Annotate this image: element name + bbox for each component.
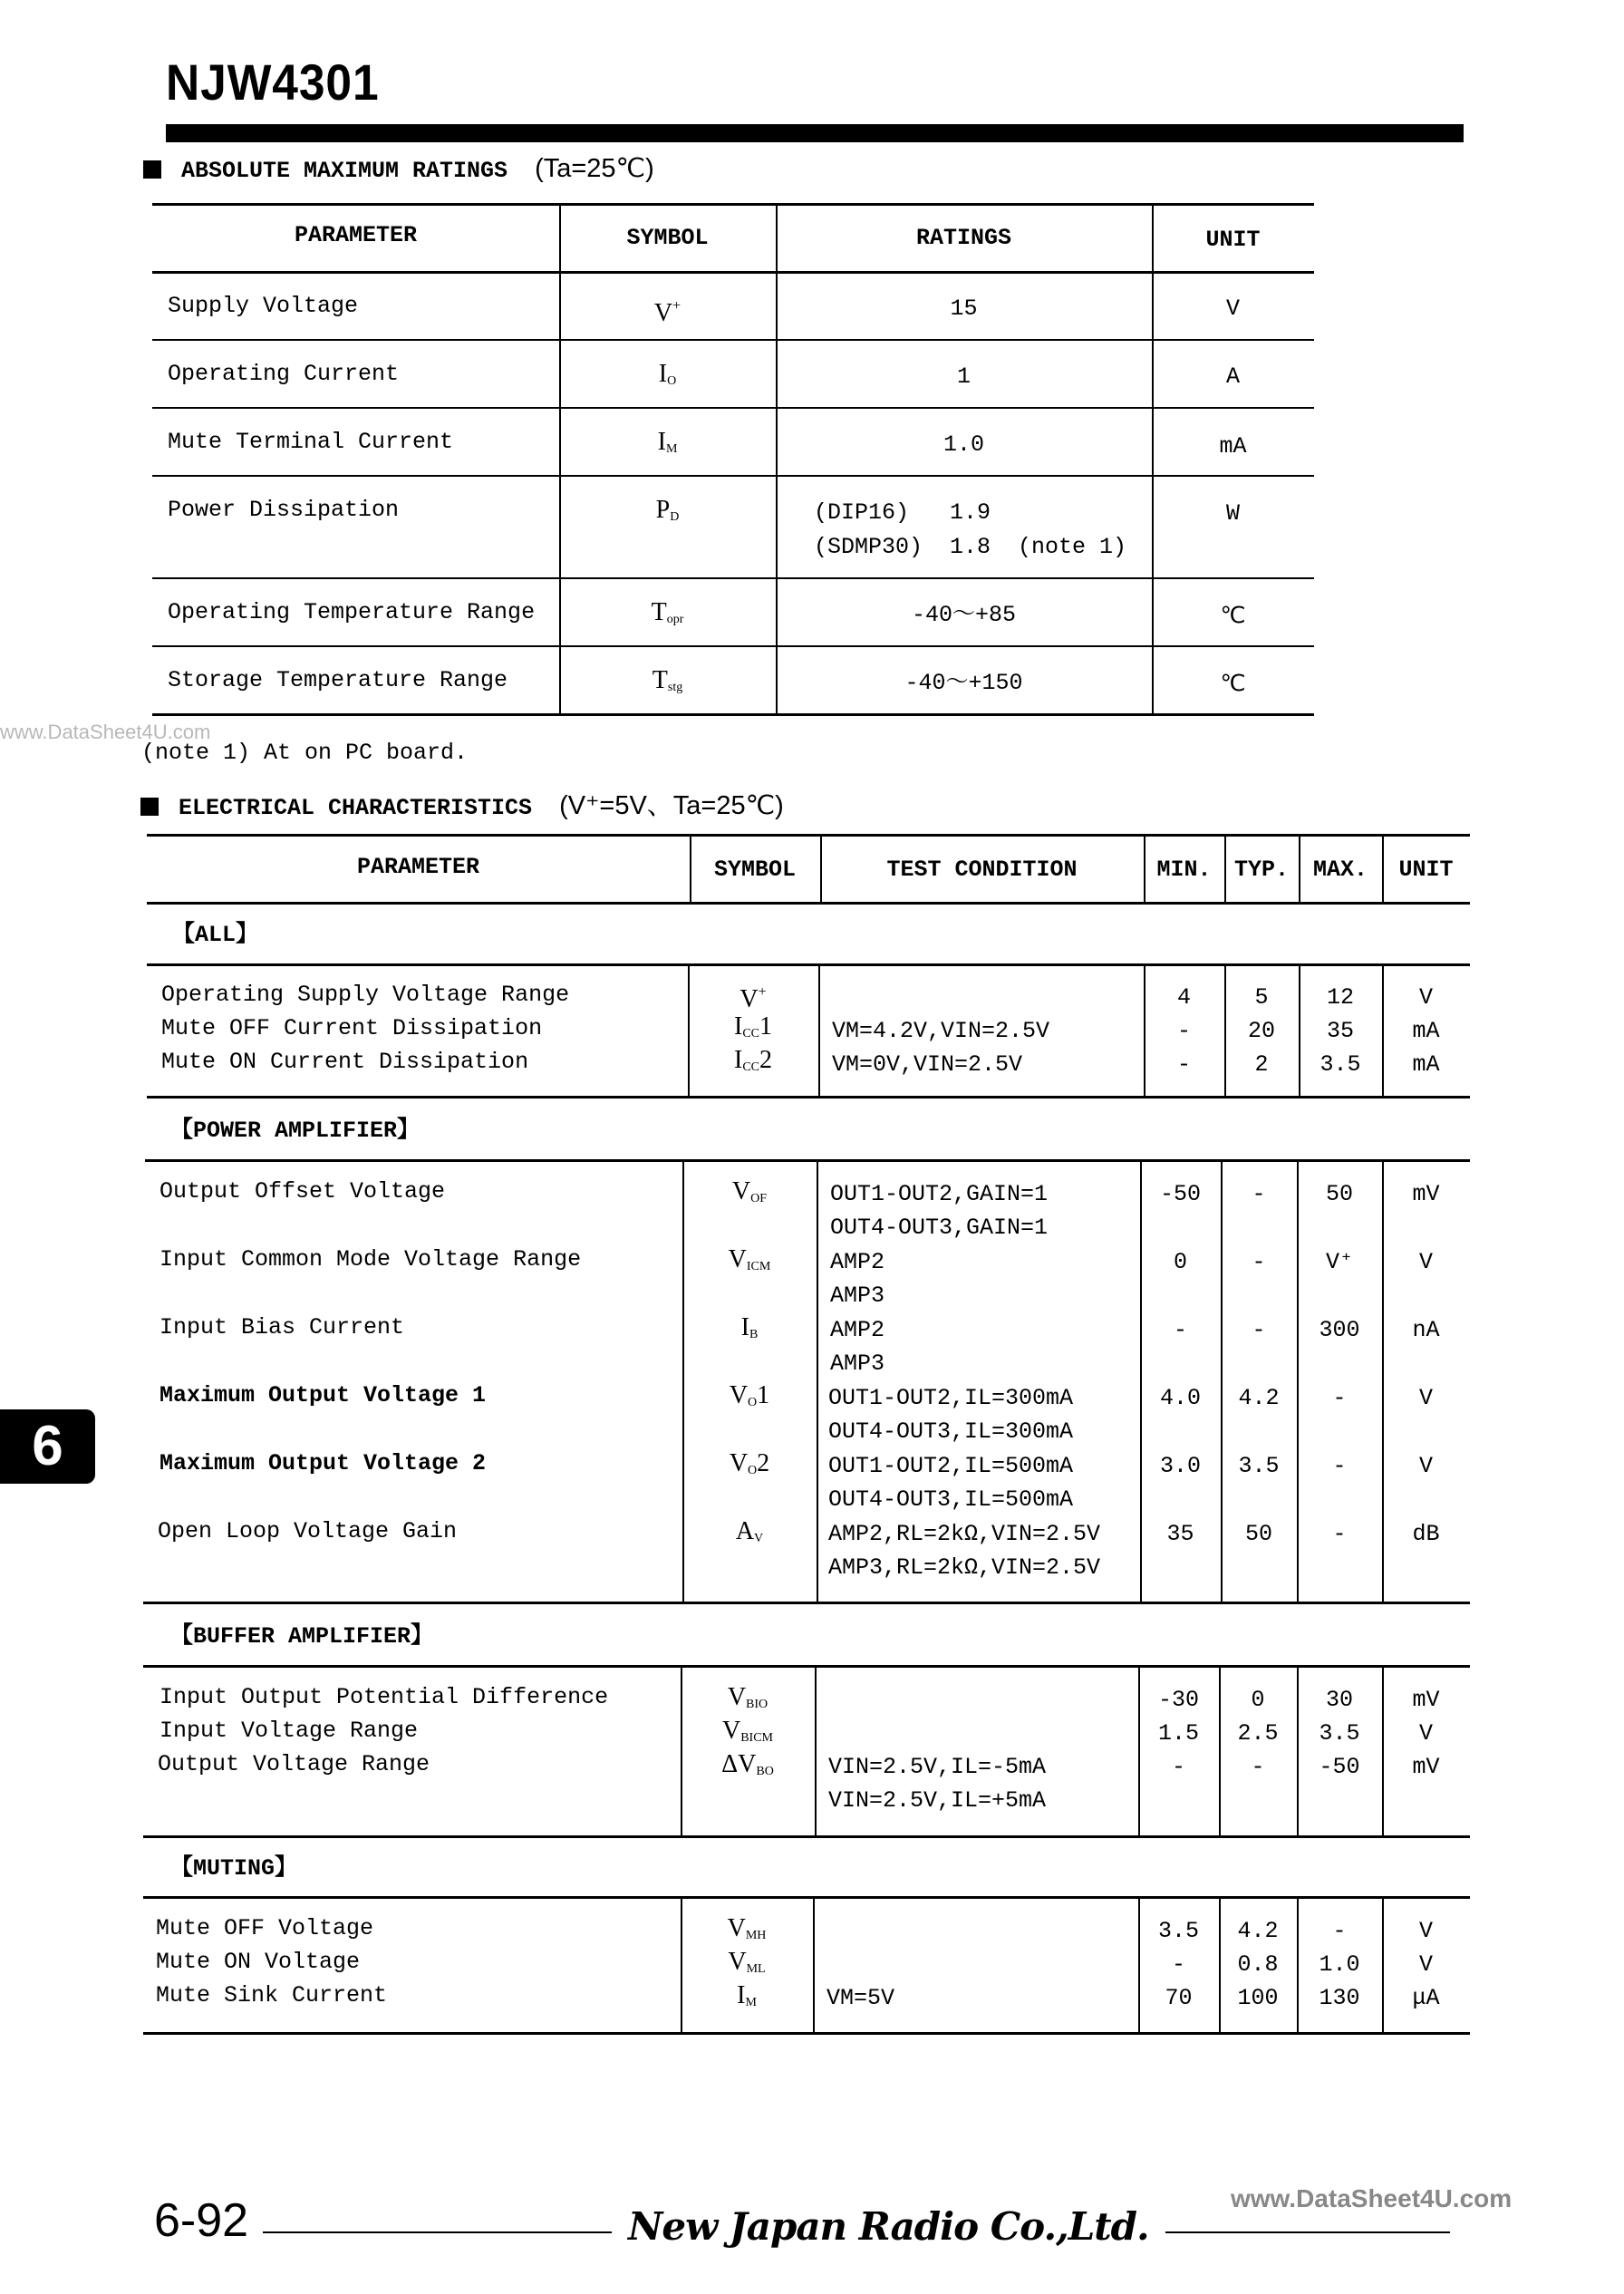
page-number: 6-92 [154,2194,249,2247]
abs-max-heading [143,152,654,184]
typ-mute-on-voltage: 0.8 [1237,1951,1279,1978]
param-open-loop-gain: Open Loop Voltage Gain [158,1518,458,1544]
unit-mute-terminal-current: mA [1219,433,1247,460]
symbol-operating-current: $I_O$ [658,360,677,388]
typ-output-offset-voltage: - [1252,1181,1266,1207]
symbol-mute-on-voltage: $V_{ML}$ [728,1948,766,1976]
test-max-output-voltage-2-a: OUT1-OUT2,IL=500mA [828,1453,1074,1479]
max-output-offset-voltage: 50 [1325,1181,1353,1207]
min-input-bias-current: - [1173,1317,1187,1343]
group-label-buffer-amplifier: 【BUFFER AMPLIFIER】 [170,1623,434,1650]
typ-mute-off-voltage: 4.2 [1237,1918,1279,1944]
symbol-input-voltage-range: $V_{BICM}$ [721,1717,774,1745]
chapter-tab: 6 [0,1409,95,1484]
typ-max-output-voltage-2: 3.5 [1238,1453,1280,1479]
symbol-mute-terminal-current: $I_M$ [657,428,678,456]
param-output-voltage-range: Output Voltage Range [158,1751,430,1777]
max-max-output-voltage-1: - [1332,1385,1347,1411]
unit-output-offset-voltage: mV [1412,1181,1440,1207]
unit-open-loop-gain: dB [1412,1521,1440,1547]
table-rule [152,407,1314,409]
watermark-footer: www.DataSheet4U.com [1231,2184,1513,2212]
symbol-output-voltage-range: $\Delta V_{BO}$ [721,1750,774,1778]
min-mute-sink-current: 70 [1165,1985,1193,2011]
group-label-all: 【ALL】 [172,922,259,948]
symbol-mute-off-current: $I_{CC}1$ [733,1012,772,1041]
min-input-common-mode-range: 0 [1173,1249,1187,1275]
test-input-bias-current-2: AMP3 [830,1350,885,1377]
test-max-output-voltage-2-b: OUT4-OUT3,IL=500mA [828,1486,1074,1513]
min-mute-off-current: - [1176,1018,1191,1044]
unit-mute-on-voltage: V [1418,1951,1433,1978]
col-header-symbol: SYMBOL [713,857,796,883]
min-open-loop-gain: 35 [1166,1521,1194,1547]
rating-power-dissipation-dip16: (DIP16) 1.9 [814,499,991,526]
typ-operating-supply-voltage: 5 [1254,984,1269,1011]
rating-power-dissipation-sdmp30: (SDMP30) 1.8 (note 1) [814,534,1127,560]
unit-power-dissipation: W [1225,500,1240,527]
table-rule [147,1096,1470,1099]
col-header-parameter: PARAMETER [356,854,480,880]
max-input-common-mode-range: V⁺ [1325,1249,1354,1275]
table-rule [152,475,1314,477]
table-rule [143,1665,1470,1668]
test-mute-off-current: VM=4.2V,VIN=2.5V [832,1018,1050,1044]
abs-max-heading-text: ABSOLUTE MAXIMUM RATINGS [181,158,508,184]
unit-mute-off-current: mA [1412,1018,1440,1044]
max-mute-sink-current: 130 [1319,1985,1360,2011]
test-input-common-mode-range-2: AMP3 [830,1283,885,1309]
table-col-rule [818,963,820,1099]
elec-condition: (V⁺=5V、Ta=25℃) [559,791,784,820]
test-mute-sink-current: VM=5V [826,1985,895,2011]
param-input-voltage-range: Input Voltage Range [160,1718,419,1744]
col-header-min: MIN. [1156,857,1212,883]
abs-max-note: (note 1) At on PC board. [141,740,469,766]
param-input-bias-current: Input Bias Current [160,1314,405,1341]
col-header-max: MAX. [1312,857,1368,883]
typ-mute-off-current: 20 [1247,1018,1275,1044]
document-title: NJW4301 [166,53,380,111]
min-io-potential-difference: -30 [1157,1687,1199,1713]
table-rule [147,963,1470,966]
param-mute-on-voltage: Mute ON Voltage [156,1949,361,1975]
unit-mute-sink-current: μA [1412,1985,1440,2011]
unit-mute-on-current: mA [1412,1051,1440,1078]
param-operating-current: Operating Current [168,361,400,387]
max-mute-off-voltage: - [1332,1918,1347,1944]
watermark-top: www.DataSheet4U.com [0,721,211,743]
param-operating-supply-voltage: Operating Supply Voltage Range [161,982,570,1008]
min-max-output-voltage-2: 3.0 [1159,1453,1201,1479]
test-max-output-voltage-1-a: OUT1-OUT2,IL=300mA [828,1385,1074,1411]
min-mute-on-current: - [1176,1051,1191,1078]
test-output-offset-voltage-1: OUT1-OUT2,GAIN=1 [830,1181,1049,1207]
symbol-output-offset-voltage: $V_{OF}$ [731,1177,768,1205]
title-rule [166,124,1464,142]
unit-storage-temperature: ℃ [1220,672,1246,698]
symbol-max-output-voltage-1: $V_O1$ [729,1381,770,1409]
unit-operating-temperature: ℃ [1220,604,1246,630]
col-header-typ: TYP. [1233,857,1289,883]
rating-operating-temperature: -40～+85 [911,602,1016,628]
max-output-voltage-range: -50 [1319,1754,1360,1780]
table-rule [152,713,1314,716]
typ-output-voltage-range: - [1251,1754,1265,1780]
table-rule [152,645,1314,647]
max-io-potential-difference: 30 [1325,1687,1353,1713]
max-mute-on-voltage: 1.0 [1319,1951,1360,1978]
symbol-storage-temperature: $T_{stg}$ [652,666,683,694]
param-power-dissipation: Power Dissipation [168,497,400,523]
table-col-rule [815,1665,817,1838]
typ-input-bias-current: - [1252,1317,1266,1343]
test-input-common-mode-range-1: AMP2 [830,1249,885,1275]
param-mute-sink-current: Mute Sink Current [156,1982,388,2008]
bullet-square-icon [140,798,159,816]
unit-input-voltage-range: V [1418,1720,1433,1747]
symbol-io-potential-difference: $V_{BIO}$ [727,1683,768,1711]
unit-input-common-mode-range: V [1418,1249,1433,1275]
test-output-offset-voltage-2: OUT4-OUT3,GAIN=1 [830,1215,1049,1241]
table-rule [143,2032,1470,2035]
typ-input-common-mode-range: - [1252,1249,1266,1275]
unit-operating-supply-voltage: V [1418,984,1433,1011]
max-open-loop-gain: - [1332,1521,1347,1547]
symbol-mute-on-current: $I_{CC}2$ [733,1046,772,1074]
unit-max-output-voltage-1: V [1418,1385,1433,1411]
col-header-unit: UNIT [1205,227,1261,253]
symbol-max-output-voltage-2: $V_O2$ [729,1449,770,1477]
company-logo: New Japan Radio Co.,Ltd. [612,2204,1165,2249]
param-storage-temperature: Storage Temperature Range [168,667,508,693]
max-mute-on-current: 3.5 [1320,1051,1361,1078]
elec-heading-text: ELECTRICAL CHARACTERISTICS [179,795,533,821]
param-operating-temperature: Operating Temperature Range [168,599,536,625]
col-header-symbol: SYMBOL [626,225,709,251]
test-max-output-voltage-1-b: OUT4-OUT3,IL=300mA [828,1418,1074,1445]
param-mute-on-current: Mute ON Current Dissipation [161,1049,529,1075]
rating-operating-current: 1 [956,363,971,390]
col-header-unit: UNIT [1398,857,1454,883]
max-mute-off-current: 35 [1326,1018,1354,1044]
table-col-rule [817,1159,818,1604]
typ-open-loop-gain: 50 [1244,1521,1272,1547]
unit-supply-voltage: V [1225,295,1240,322]
col-header-test-condition: TEST CONDITION [886,857,1078,883]
min-output-voltage-range: - [1171,1754,1185,1780]
symbol-input-bias-current: $I_B$ [740,1313,759,1341]
abs-max-condition: (Ta=25℃) [535,154,654,183]
table-rule [147,902,1470,905]
col-header-parameter: PARAMETER [294,222,418,248]
test-input-bias-current-1: AMP2 [830,1317,885,1343]
unit-max-output-voltage-2: V [1418,1453,1433,1479]
table-rule [152,577,1314,579]
param-mute-terminal-current: Mute Terminal Current [168,429,454,455]
param-supply-voltage: Supply Voltage [168,293,359,319]
param-output-offset-voltage: Output Offset Voltage [160,1178,446,1205]
table-rule [147,834,1470,837]
table-rule [152,339,1314,341]
test-open-loop-gain-1: AMP2,RL=2kΩ,VIN=2.5V [828,1521,1101,1547]
rating-supply-voltage: 15 [950,295,978,322]
max-input-voltage-range: 3.5 [1319,1720,1360,1747]
table-rule [152,203,1314,206]
max-input-bias-current: 300 [1319,1317,1360,1343]
col-header-ratings: RATINGS [915,225,1012,251]
param-max-output-voltage-1: Maximum Output Voltage 1 [160,1382,487,1408]
symbol-power-dissipation: $P_D$ [655,496,680,524]
typ-input-voltage-range: 2.5 [1237,1720,1279,1747]
unit-operating-current: A [1225,363,1240,390]
unit-io-potential-difference: mV [1412,1687,1440,1713]
typ-io-potential-difference: 0 [1251,1687,1265,1713]
elec-heading [140,785,784,822]
unit-mute-off-voltage: V [1418,1918,1433,1944]
symbol-mute-off-voltage: $V_{MH}$ [727,1914,767,1942]
symbol-operating-supply-voltage: V+ [740,984,767,1013]
typ-mute-sink-current: 100 [1237,1985,1279,2011]
typ-max-output-voltage-1: 4.2 [1238,1385,1280,1411]
symbol-input-common-mode-range: $V_{ICM}$ [728,1245,771,1273]
max-operating-supply-voltage: 12 [1326,984,1354,1011]
table-rule [143,1602,1470,1604]
test-output-voltage-range-2: VIN=2.5V,IL=+5mA [828,1787,1047,1814]
rating-mute-terminal-current: 1.0 [942,431,984,458]
typ-mute-on-current: 2 [1254,1051,1269,1078]
param-max-output-voltage-2: Maximum Output Voltage 2 [160,1450,487,1476]
min-mute-on-voltage: - [1171,1951,1185,1978]
table-rule [143,1835,1470,1838]
symbol-mute-sink-current: $I_M$ [737,1981,757,2009]
min-input-voltage-range: 1.5 [1157,1720,1199,1747]
symbol-supply-voltage: V+ [653,298,682,327]
unit-output-voltage-range: mV [1412,1754,1440,1780]
symbol-open-loop-gain: $A_V$ [735,1517,764,1545]
param-mute-off-current: Mute OFF Current Dissipation [161,1015,543,1041]
param-io-potential-difference: Input Output Potential Difference [160,1684,609,1710]
symbol-operating-temperature: $T_{opr}$ [651,598,684,626]
table-rule [145,1159,1470,1162]
rating-storage-temperature: -40～+150 [904,670,1023,696]
test-mute-on-current: VM=0V,VIN=2.5V [832,1051,1023,1078]
table-rule [152,271,1314,274]
group-label-power-amplifier: 【POWER AMPLIFIER】 [170,1118,420,1144]
table-rule [143,1896,1470,1899]
min-operating-supply-voltage: 4 [1176,984,1191,1011]
test-open-loop-gain-2: AMP3,RL=2kΩ,VIN=2.5V [828,1554,1101,1581]
bullet-square-icon [143,160,161,179]
min-mute-off-voltage: 3.5 [1157,1918,1199,1944]
max-max-output-voltage-2: - [1332,1453,1347,1479]
param-mute-off-voltage: Mute OFF Voltage [156,1915,374,1941]
min-max-output-voltage-1: 4.0 [1159,1385,1201,1411]
group-label-muting: 【MUTING】 [170,1855,298,1882]
unit-input-bias-current: nA [1412,1317,1440,1343]
param-input-common-mode-range: Input Common Mode Voltage Range [160,1246,582,1273]
test-output-voltage-range-1: VIN=2.5V,IL=-5mA [828,1754,1047,1780]
min-output-offset-voltage: -50 [1159,1181,1201,1207]
table-col-rule [813,1896,815,2035]
